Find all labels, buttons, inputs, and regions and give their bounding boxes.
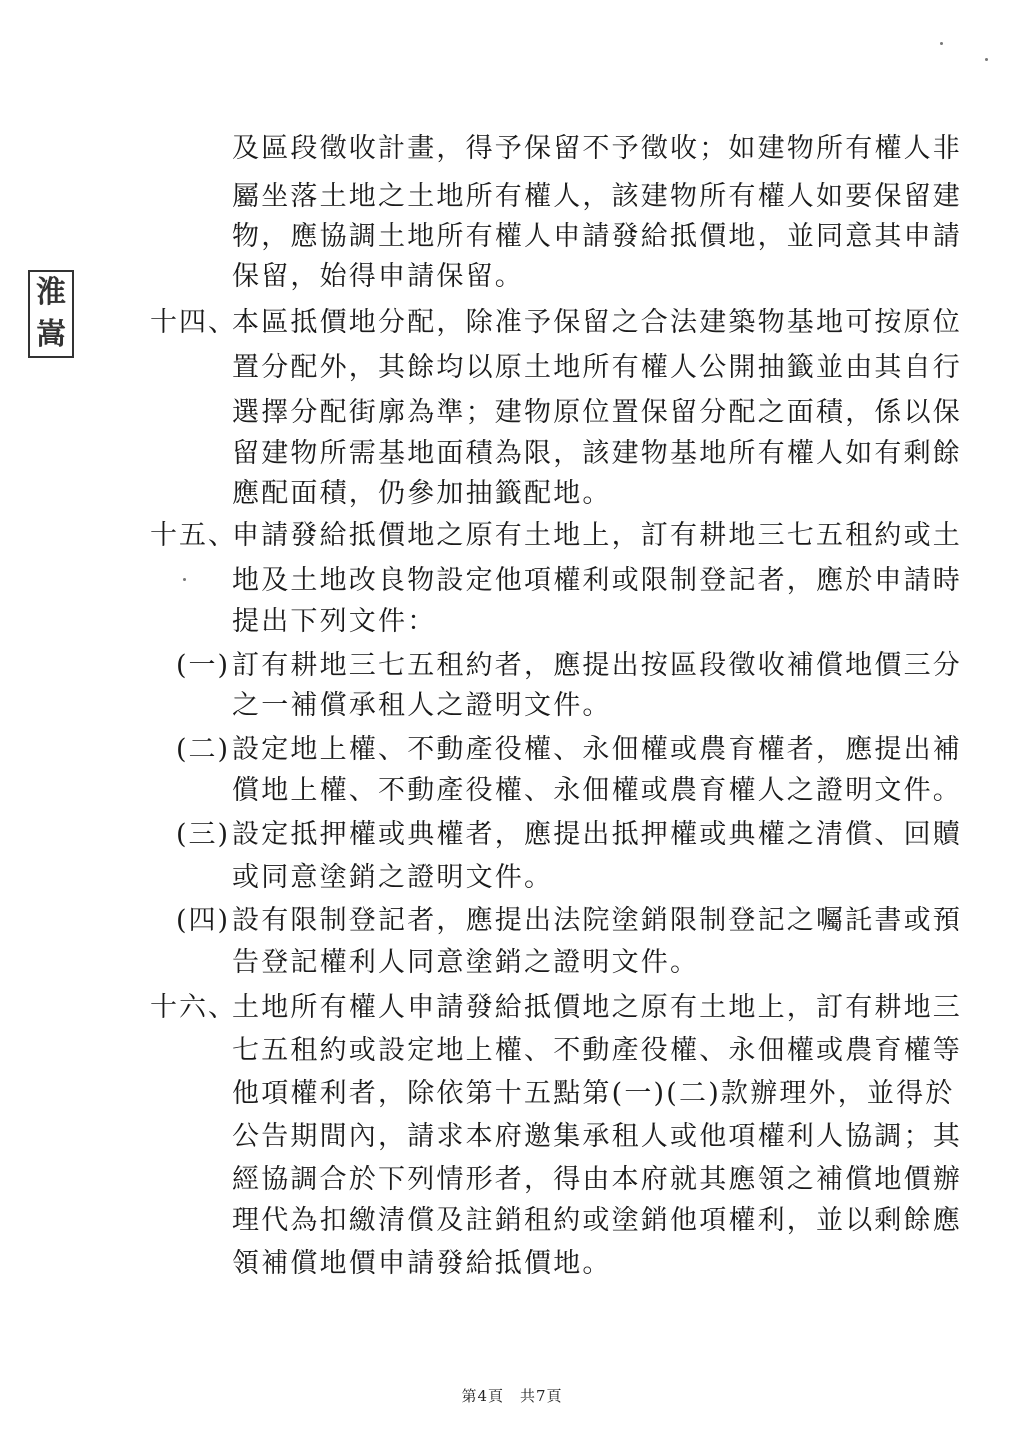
text-line: 屬坐落土地之土地所有權人，該建物所有權人如要保留建 (232, 181, 962, 212)
text-line: 留建物所需基地面積為限，該建物基地所有權人如有剩餘 (232, 438, 962, 469)
text-line: 置分配外，其餘均以原土地所有權人公開抽籤並由其自行 (232, 352, 962, 383)
item-3-label: (三) (176, 819, 231, 850)
scan-speck (985, 58, 988, 61)
text-line: 物，應協調土地所有權人申請發給抵價地，並同意其申請 (232, 221, 962, 252)
text-line: 設定地上權、不動產役權、永佃權或農育權者，應提出補 (232, 734, 962, 765)
seal-char-2: 嵩 (36, 317, 66, 352)
section-15-label: 十五、 (150, 520, 237, 551)
text-line: 他項權利者，除依第十五點第(一)(二)款辦理外，並得於 (232, 1078, 955, 1109)
text-line: 及區段徵收計畫，得予保留不予徵收；如建物所有權人非 (232, 133, 962, 164)
text-line: 選擇分配街廓為準；建物原位置保留分配之面積，係以保 (232, 397, 962, 428)
text-line: 本區抵價地分配，除准予保留之合法建築物基地可按原位 (232, 307, 962, 338)
text-line: 七五租約或設定地上權、不動產役權、永佃權或農育權等 (232, 1035, 962, 1066)
text-line: 保留，始得申請保留。 (232, 261, 524, 292)
text-line: 應配面積，仍參加抽籤配地。 (232, 478, 612, 509)
text-line: 公告期間內，請求本府邀集承租人或他項權利人協調；其 (232, 1121, 962, 1152)
page-number: 第4頁 共7頁 (461, 1387, 563, 1405)
text-line: 理代為扣繳清償及註銷租約或塗銷他項權利，並以剩餘應 (232, 1205, 962, 1236)
text-line: 地及土地改良物設定他項權利或限制登記者，應於申請時 (232, 565, 962, 596)
seal-char-1: 淮 (36, 275, 66, 310)
text-line: 或同意塗銷之證明文件。 (232, 862, 554, 893)
scan-speck (183, 578, 186, 581)
text-line: 償地上權、不動產役權、永佃權或農育權人之證明文件。 (232, 775, 962, 806)
text-line: 設有限制登記者，應提出法院塗銷限制登記之囑託書或預 (232, 905, 962, 936)
text-line: 領補償地價申請發給抵價地。 (232, 1248, 612, 1279)
item-4-label: (四) (176, 905, 231, 936)
item-2-label: (二) (176, 734, 231, 765)
text-line: 之一補償承租人之證明文件。 (232, 690, 612, 721)
text-line: 訂有耕地三七五租約者，應提出按區段徵收補償地價三分 (232, 650, 962, 681)
section-14-label: 十四、 (150, 307, 237, 338)
seal-stamp (28, 270, 74, 358)
scan-speck (940, 42, 943, 45)
text-line: 土地所有權人申請發給抵價地之原有土地上，訂有耕地三 (232, 992, 962, 1023)
text-line: 申請發給抵價地之原有土地上，訂有耕地三七五租約或土 (232, 520, 962, 551)
text-line: 告登記權利人同意塗銷之證明文件。 (232, 947, 700, 978)
text-line: 經協調合於下列情形者，得由本府就其應領之補償地價辦 (232, 1164, 962, 1195)
item-1-label: (一) (176, 650, 231, 681)
section-16-label: 十六、 (150, 992, 237, 1023)
text-line: 提出下列文件： (232, 606, 437, 637)
text-line: 設定抵押權或典權者，應提出抵押權或典權之清償、回贖 (232, 819, 962, 850)
